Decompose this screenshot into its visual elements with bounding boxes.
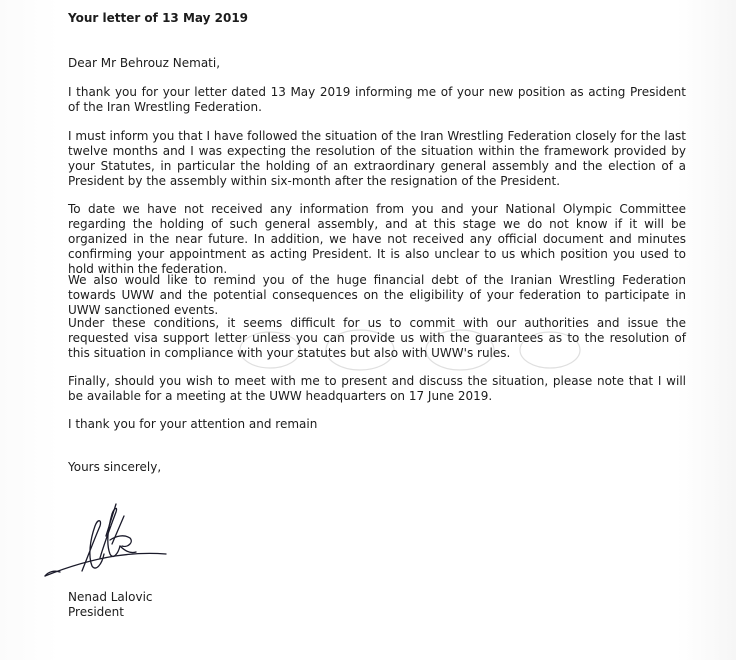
paragraph-5: Under these conditions, it seems difficult for us to commit with our authorities and issue the requested visa support letter unless you can provide us with the guarantees as to the resolution of this situation in compliance with your statutes but also with UWW's rules.: [68, 316, 686, 360]
letter-subject: Your letter of 13 May 2019: [68, 11, 249, 25]
handwritten-signature: [40, 496, 170, 591]
paragraph-3: To date we have not received any information from you and your National Olympic Committee regarding the holding of such general assembly, and at this stage we do not know if it will be organized in the near future. In addition, we have not received any official document and minutes confirming your appointment as acting President. It is also unclear to us which position you used to hold within the federation.: [68, 202, 686, 276]
letter-closing: Yours sincerely,: [68, 460, 162, 474]
paragraph-1: I thank you for your letter dated 13 May 2019 informing me of your new position as acting President of the Iran Wrestling Federation.: [68, 85, 686, 114]
paragraph-4: We also would like to remind you of the huge financial debt of the Iranian Wrestling Federation towards UWW and the potential consequences on the eligibility of your federation to participate in UWW sanctioned events.: [68, 273, 686, 317]
paragraph-7: I thank you for your attention and remain: [68, 417, 318, 431]
signer-title: President: [68, 605, 124, 619]
paragraph-6: Finally, should you wish to meet with me to present and discuss the situation, please note that I will be available for a meeting at the UWW headquarters on 17 June 2019.: [68, 374, 686, 403]
signer-name: Nenad Lalovic: [68, 590, 153, 604]
letter-salutation: Dear Mr Behrouz Nemati,: [68, 56, 221, 70]
paragraph-2: I must inform you that I have followed the situation of the Iran Wrestling Federation closely for the last twelve months and I was expecting the resolution of the situation within the framework provided by your Statutes, in particular the holding of an extraordinary general assembly and the election of a President by the assembly within six-month after the resignation of the President.: [68, 129, 686, 188]
